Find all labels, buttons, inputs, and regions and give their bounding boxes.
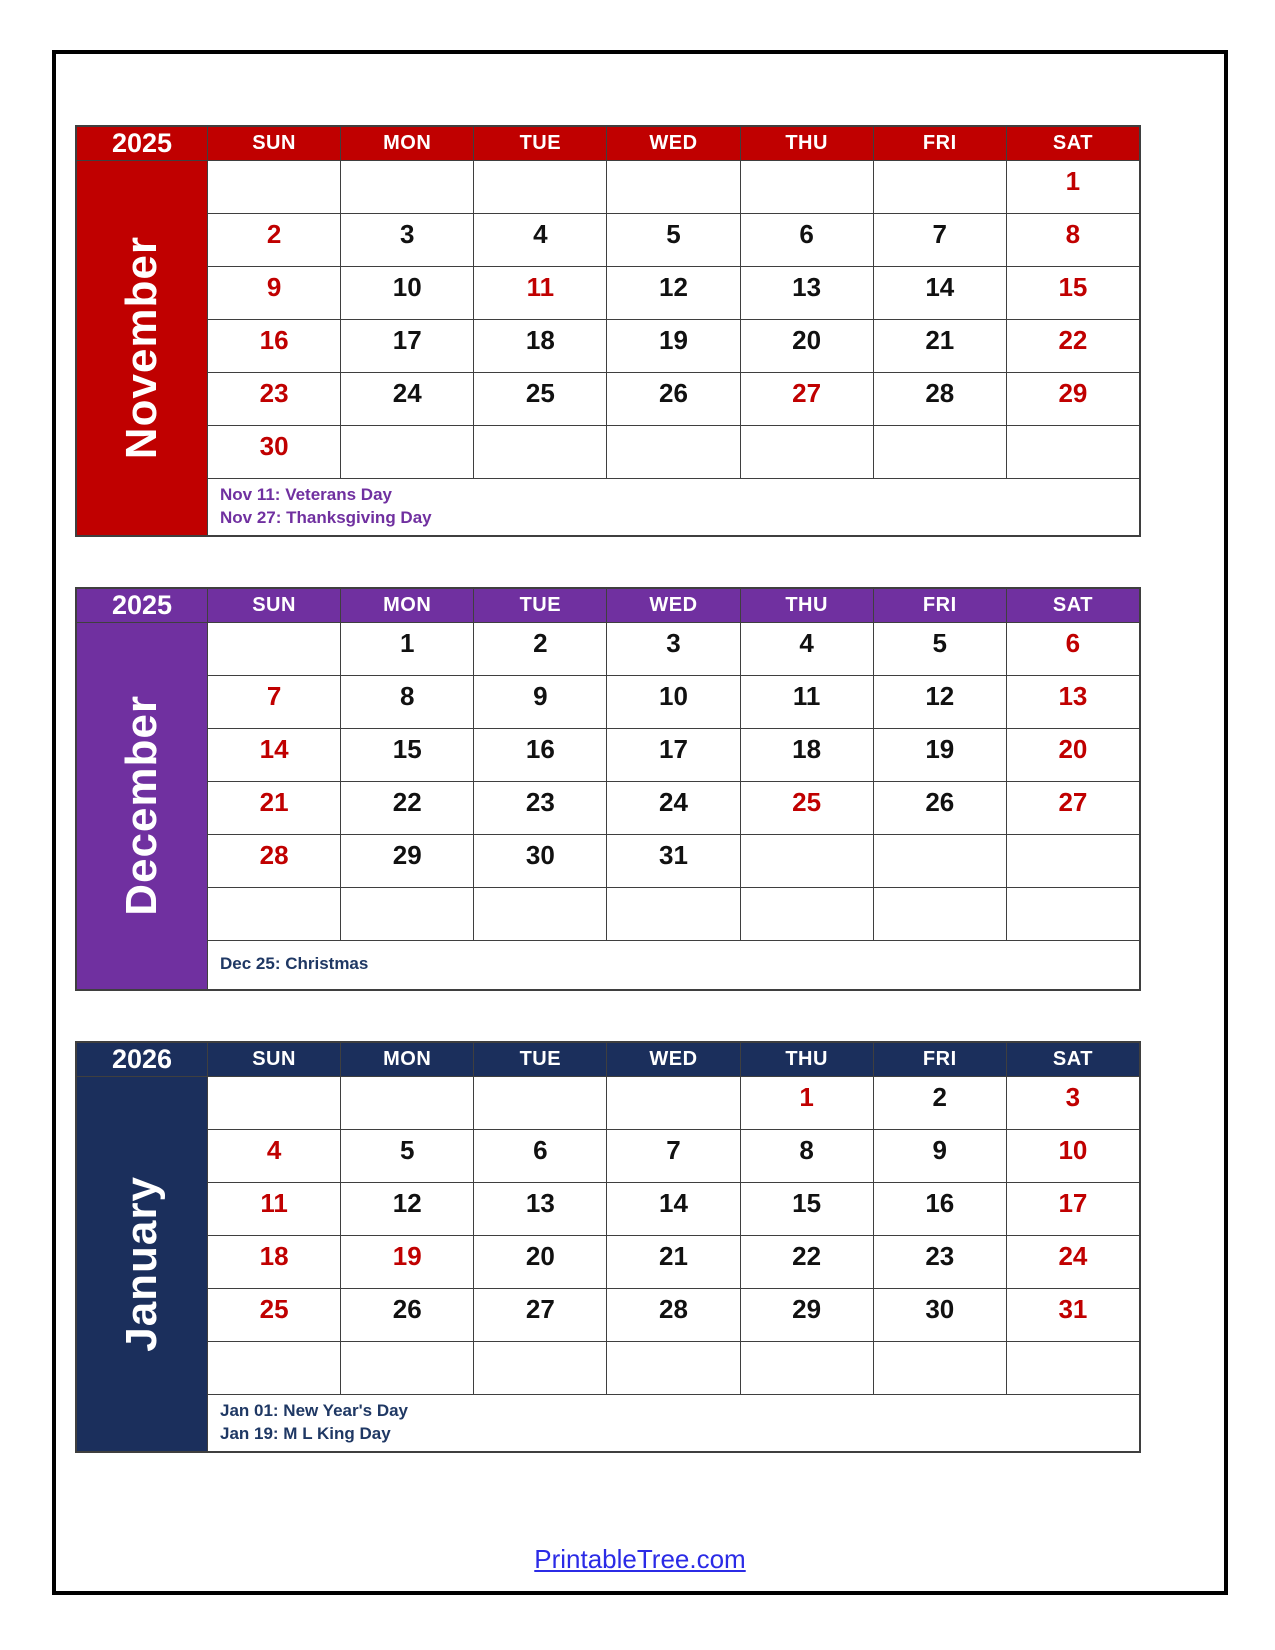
calendar-cell-empty <box>874 426 1006 478</box>
calendar-day-4: 4 <box>474 214 606 266</box>
calendar-cell-empty <box>607 1077 739 1129</box>
calendar-day-19: 19 <box>341 1236 473 1288</box>
calendar-day-25: 25 <box>474 373 606 425</box>
calendar-day-4: 4 <box>208 1130 340 1182</box>
footer <box>56 1544 1224 1575</box>
calendar-day-16: 16 <box>474 729 606 781</box>
calendar-day-26: 26 <box>607 373 739 425</box>
calendar-cell-empty <box>741 835 873 887</box>
day-header-sat: SAT <box>1007 127 1139 160</box>
calendar-day-30: 30 <box>874 1289 1006 1341</box>
calendar-months-container <box>56 54 1224 1453</box>
calendar-day-1: 1 <box>741 1077 873 1129</box>
calendar-cell-empty <box>874 161 1006 213</box>
calendar-day-2: 2 <box>208 214 340 266</box>
calendar-cell-empty <box>741 1342 873 1394</box>
calendar-cell-empty <box>208 1342 340 1394</box>
calendar-cell-empty <box>1007 835 1139 887</box>
calendar-day-11: 11 <box>741 676 873 728</box>
calendar-day-2: 2 <box>474 623 606 675</box>
calendar-day-26: 26 <box>874 782 1006 834</box>
calendar-day-12: 12 <box>341 1183 473 1235</box>
calendar-grid <box>75 587 1141 991</box>
calendar-day-14: 14 <box>607 1183 739 1235</box>
calendar-day-14: 14 <box>874 267 1006 319</box>
day-header-mon: MON <box>341 589 473 622</box>
holiday-note: Nov 27: Thanksgiving Day <box>220 507 432 527</box>
holiday-note: Dec 25: Christmas <box>220 954 369 974</box>
calendar-day-17: 17 <box>341 320 473 372</box>
calendar-day-27: 27 <box>1007 782 1139 834</box>
day-header-sat: SAT <box>1007 1043 1139 1076</box>
calendar-day-9: 9 <box>874 1130 1006 1182</box>
calendar-day-6: 6 <box>474 1130 606 1182</box>
calendar-day-5: 5 <box>874 623 1006 675</box>
calendar-cell-empty <box>341 1342 473 1394</box>
calendar-cell-empty <box>208 623 340 675</box>
calendar-cell-empty <box>474 1342 606 1394</box>
calendar-cell-empty <box>1007 426 1139 478</box>
calendar-day-11: 11 <box>474 267 606 319</box>
calendar-day-11: 11 <box>208 1183 340 1235</box>
calendar-grid <box>75 1041 1141 1453</box>
calendar-day-18: 18 <box>208 1236 340 1288</box>
calendar-day-22: 22 <box>341 782 473 834</box>
calendar-cell-empty <box>741 888 873 940</box>
calendar-day-15: 15 <box>341 729 473 781</box>
calendar-day-16: 16 <box>874 1183 1006 1235</box>
day-header-tue: TUE <box>474 127 606 160</box>
calendar-day-23: 23 <box>474 782 606 834</box>
calendar-day-2: 2 <box>874 1077 1006 1129</box>
calendar-day-22: 22 <box>1007 320 1139 372</box>
footer-link[interactable]: PrintableTree.com <box>534 1544 746 1574</box>
calendar-day-25: 25 <box>208 1289 340 1341</box>
calendar-day-5: 5 <box>607 214 739 266</box>
calendar-day-13: 13 <box>474 1183 606 1235</box>
calendar-day-27: 27 <box>741 373 873 425</box>
month-november-2025 <box>75 125 1224 537</box>
calendar-day-15: 15 <box>741 1183 873 1235</box>
day-header-mon: MON <box>341 127 473 160</box>
month-name-label: January <box>117 1175 166 1352</box>
calendar-day-8: 8 <box>741 1130 873 1182</box>
calendar-cell-empty <box>607 426 739 478</box>
holiday-notes <box>208 479 1139 535</box>
day-header-thu: THU <box>741 1043 873 1076</box>
calendar-day-25: 25 <box>741 782 873 834</box>
day-header-sun: SUN <box>208 127 340 160</box>
calendar-day-12: 12 <box>874 676 1006 728</box>
calendar-cell-empty <box>607 161 739 213</box>
day-header-mon: MON <box>341 1043 473 1076</box>
calendar-day-24: 24 <box>607 782 739 834</box>
calendar-day-19: 19 <box>607 320 739 372</box>
calendar-day-9: 9 <box>208 267 340 319</box>
calendar-cell-empty <box>874 888 1006 940</box>
calendar-day-26: 26 <box>341 1289 473 1341</box>
calendar-day-27: 27 <box>474 1289 606 1341</box>
calendar-day-8: 8 <box>1007 214 1139 266</box>
calendar-day-8: 8 <box>341 676 473 728</box>
month-name-sidebar <box>77 623 207 989</box>
calendar-day-13: 13 <box>1007 676 1139 728</box>
calendar-day-23: 23 <box>208 373 340 425</box>
calendar-cell-empty <box>474 161 606 213</box>
calendar-day-12: 12 <box>607 267 739 319</box>
calendar-day-1: 1 <box>341 623 473 675</box>
calendar-day-21: 21 <box>607 1236 739 1288</box>
calendar-day-28: 28 <box>607 1289 739 1341</box>
calendar-day-15: 15 <box>1007 267 1139 319</box>
calendar-day-20: 20 <box>1007 729 1139 781</box>
holiday-notes <box>208 1395 1139 1451</box>
calendar-day-31: 31 <box>607 835 739 887</box>
calendar-day-10: 10 <box>1007 1130 1139 1182</box>
month-year-cell: 2026 <box>77 1043 207 1076</box>
calendar-cell-empty <box>341 888 473 940</box>
calendar-day-5: 5 <box>341 1130 473 1182</box>
calendar-cell-empty <box>1007 888 1139 940</box>
calendar-cell-empty <box>208 888 340 940</box>
calendar-cell-empty <box>341 161 473 213</box>
calendar-cell-empty <box>474 426 606 478</box>
calendar-day-17: 17 <box>1007 1183 1139 1235</box>
day-header-wed: WED <box>607 1043 739 1076</box>
calendar-day-6: 6 <box>741 214 873 266</box>
calendar-day-1: 1 <box>1007 161 1139 213</box>
holiday-note: Jan 19: M L King Day <box>220 1423 391 1443</box>
day-header-sat: SAT <box>1007 589 1139 622</box>
calendar-cell-empty <box>474 888 606 940</box>
calendar-cell-empty <box>208 161 340 213</box>
calendar-cell-empty <box>1007 1342 1139 1394</box>
calendar-day-19: 19 <box>874 729 1006 781</box>
calendar-day-13: 13 <box>741 267 873 319</box>
calendar-cell-empty <box>874 835 1006 887</box>
calendar-day-18: 18 <box>474 320 606 372</box>
page-border <box>52 50 1228 1595</box>
calendar-day-23: 23 <box>874 1236 1006 1288</box>
day-header-sun: SUN <box>208 1043 340 1076</box>
month-name-label: November <box>117 236 166 460</box>
calendar-day-3: 3 <box>341 214 473 266</box>
calendar-day-4: 4 <box>741 623 873 675</box>
calendar-day-7: 7 <box>208 676 340 728</box>
calendar-day-30: 30 <box>208 426 340 478</box>
calendar-day-10: 10 <box>341 267 473 319</box>
day-header-fri: FRI <box>874 1043 1006 1076</box>
month-year-cell: 2025 <box>77 589 207 622</box>
calendar-day-21: 21 <box>874 320 1006 372</box>
calendar-day-17: 17 <box>607 729 739 781</box>
calendar-cell-empty <box>341 1077 473 1129</box>
holiday-note: Jan 01: New Year's Day <box>220 1400 409 1420</box>
day-header-thu: THU <box>741 589 873 622</box>
calendar-day-22: 22 <box>741 1236 873 1288</box>
calendar-day-7: 7 <box>607 1130 739 1182</box>
calendar-day-24: 24 <box>341 373 473 425</box>
holiday-note: Nov 11: Veterans Day <box>220 485 392 504</box>
calendar-day-24: 24 <box>1007 1236 1139 1288</box>
calendar-day-21: 21 <box>208 782 340 834</box>
calendar-day-30: 30 <box>474 835 606 887</box>
calendar-day-14: 14 <box>208 729 340 781</box>
calendar-day-3: 3 <box>607 623 739 675</box>
calendar-day-29: 29 <box>741 1289 873 1341</box>
day-header-sun: SUN <box>208 589 340 622</box>
calendar-day-20: 20 <box>741 320 873 372</box>
day-header-tue: TUE <box>474 1043 606 1076</box>
calendar-day-28: 28 <box>208 835 340 887</box>
calendar-day-28: 28 <box>874 373 1006 425</box>
calendar-grid <box>75 125 1141 537</box>
day-header-fri: FRI <box>874 127 1006 160</box>
calendar-cell-empty <box>741 161 873 213</box>
calendar-day-6: 6 <box>1007 623 1139 675</box>
calendar-cell-empty <box>607 888 739 940</box>
calendar-cell-empty <box>874 1342 1006 1394</box>
day-header-fri: FRI <box>874 589 1006 622</box>
month-year-cell: 2025 <box>77 127 207 160</box>
day-header-wed: WED <box>607 127 739 160</box>
month-name-label: December <box>117 695 166 917</box>
month-january-2026 <box>75 1041 1224 1453</box>
calendar-day-18: 18 <box>741 729 873 781</box>
month-december-2025 <box>75 587 1224 991</box>
calendar-day-29: 29 <box>1007 373 1139 425</box>
calendar-day-9: 9 <box>474 676 606 728</box>
calendar-day-10: 10 <box>607 676 739 728</box>
calendar-cell-empty <box>341 426 473 478</box>
month-name-sidebar <box>77 161 207 535</box>
month-name-sidebar <box>77 1077 207 1451</box>
holiday-notes <box>208 941 1139 989</box>
calendar-day-20: 20 <box>474 1236 606 1288</box>
day-header-wed: WED <box>607 589 739 622</box>
calendar-cell-empty <box>741 426 873 478</box>
calendar-day-7: 7 <box>874 214 1006 266</box>
calendar-day-3: 3 <box>1007 1077 1139 1129</box>
calendar-day-16: 16 <box>208 320 340 372</box>
calendar-cell-empty <box>607 1342 739 1394</box>
day-header-thu: THU <box>741 127 873 160</box>
calendar-cell-empty <box>474 1077 606 1129</box>
calendar-day-31: 31 <box>1007 1289 1139 1341</box>
calendar-cell-empty <box>208 1077 340 1129</box>
calendar-day-29: 29 <box>341 835 473 887</box>
day-header-tue: TUE <box>474 589 606 622</box>
